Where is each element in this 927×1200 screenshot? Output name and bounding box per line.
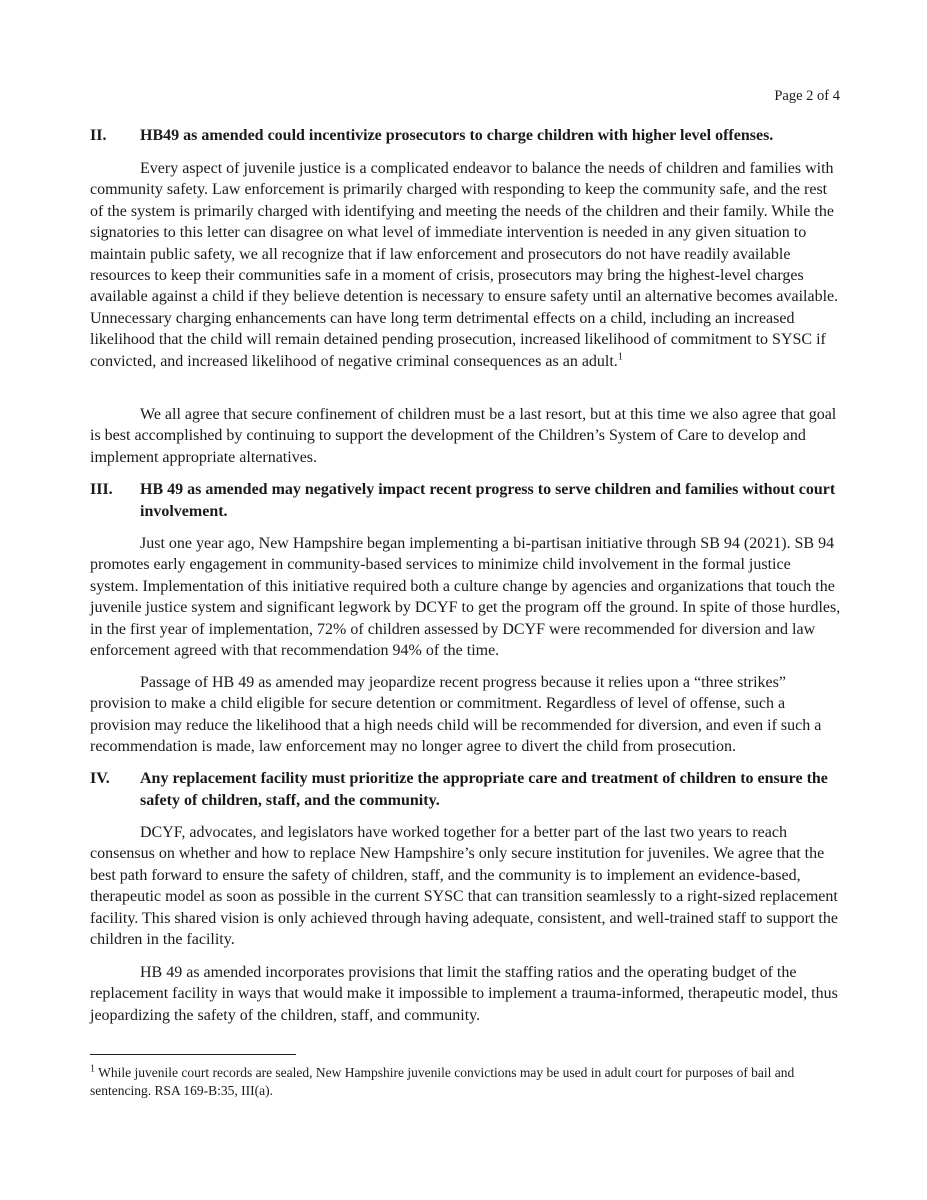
section-title: HB49 as amended could incentivize prosecutors to charge children with higher level offenses. [140,127,774,144]
section-heading-iii [90,479,850,523]
footnote [90,1064,842,1100]
section-number: IV. [90,770,110,787]
section-number: II. [90,127,107,144]
section-heading-iv [90,768,850,812]
paragraph [90,158,842,372]
paragraph: Just one year ago, New Hampshire began implementing a bi-partisan initiative through SB 94 (2021). SB 94 promotes early engagement in community-based services to minimize child involvement in the formal justice system. Implementation of this initiative required both a culture change by agencies and organizations that touch the juvenile justice system and significant legwork by DCYF to get the program off the ground. In spite of those hurdles, in the first year of implementation, 72% of children assessed by DCYF were recommended for diversion and law enforcement agreed with that recommendation 94% of the time. [90,535,841,660]
section-title: HB 49 as amended may negatively impact recent progress to serve children and families without court involvement. [140,481,836,520]
footnote-reference: 1 [617,351,623,363]
paragraph-text: Every aspect of juvenile justice is a complicated endeavor to balance the needs of children and families with community safety. Law enforcement is primarily charged with responding to keep the community safe, and the rest of the system is primarily charged with identifying and meeting the needs of the children and their family. While the signatories to this letter can disagree on what level of immediate intervention is needed in any given situation to maintain public safety, we all recognize that if law enforcement and prosecutors do not have readily available resources to keep their communities safe in a moment of crisis, prosecutors may bring the highest-level charges available against a child if they believe detention is necessary to ensure safety until an alternative becomes available. Unnecessary charging enhancements can have long term detrimental effects on a child, including an increased likelihood that the child will remain detained pending prosecution, increased likelihood of commitment to SYSC if convicted, and increased likelihood of negative criminal consequences as an adult. [90,160,839,370]
footnote-text: While juvenile court records are sealed, New Hampshire juvenile convictions may be used in adult court for purposes of bail and sentencing. RSA 169-B:35, III(a). [90,1065,795,1098]
section-title: Any replacement facility must prioritize the appropriate care and treatment of children to ensure the safety of children, staff, and the community. [140,770,828,809]
footnote-divider [90,1054,296,1055]
paragraph: HB 49 as amended incorporates provisions that limit the staffing ratios and the operating budget of the replacement facility in ways that would make it impossible to implement a trauma-informed, therapeutic model, thus jeopardizing the safety of the children, staff, and community. [90,964,838,1024]
footnote-marker: 1 [90,1063,95,1075]
section-number: III. [90,481,113,498]
page-number: Page 2 of 4 [774,88,840,104]
paragraph: We all agree that secure confinement of children must be a last resort, but at this time we also agree that goal is best accomplished by continuing to support the development of the Children’s System of Care to develop and implement appropriate alternatives. [90,406,837,466]
paragraph: Passage of HB 49 as amended may jeopardize recent progress because it relies upon a “three strikes” provision to make a child eligible for secure detention or commitment. Regardless of level of offense, such a provision may reduce the likelihood that a high needs child will be recommended for diversion, and even if such a recommendation is made, law enforcement may no longer agree to divert the child from prosecution. [90,674,822,756]
paragraph: DCYF, advocates, and legislators have worked together for a better part of the last two years to reach consensus on whether and how to replace New Hampshire’s only secure institution for juveniles. We agree that the best path forward to ensure the safety of children, staff, and the community is to implement an evidence-based, therapeutic model as soon as possible in the current SYSC that can transition seamlessly to a right-sized replacement facility. This shared vision is only achieved through having adequate, consistent, and well-trained staff to support the children in the facility. [90,824,838,949]
